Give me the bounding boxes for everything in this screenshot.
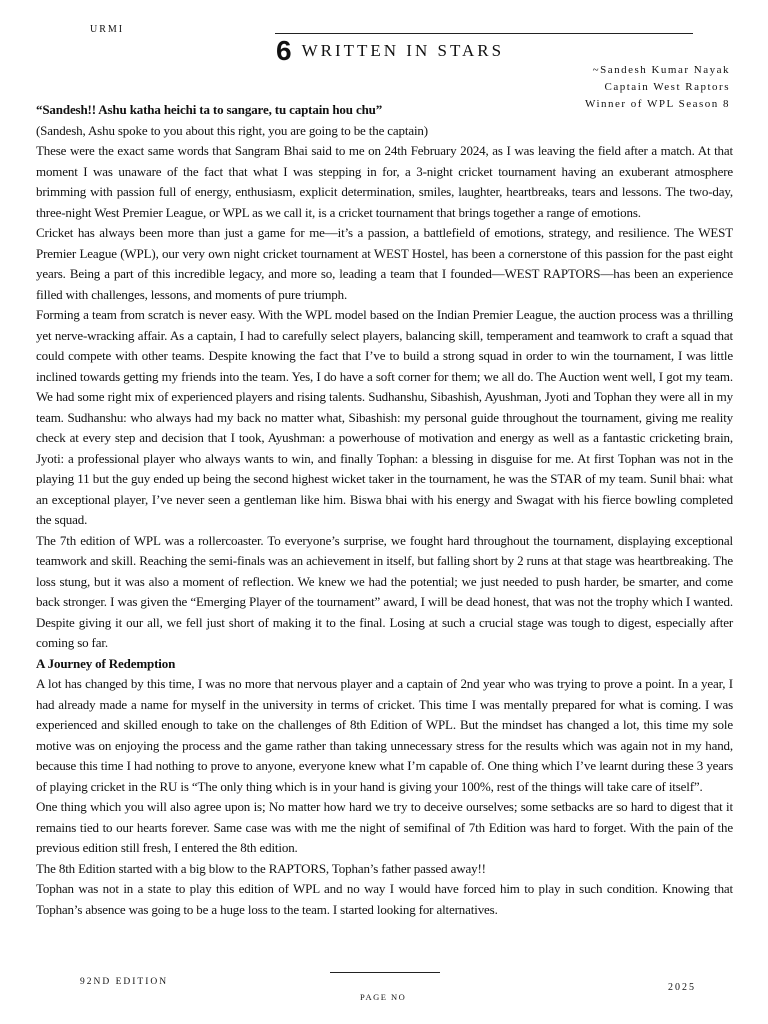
header-rule [275, 33, 693, 34]
quote-translation: (Sandesh, Ashu spoke to you about this right, you are going to be the captain) [36, 122, 428, 138]
article-body [36, 100, 733, 920]
section-subheading: A Journey of Redemption [36, 655, 176, 671]
publication-name: URMI [90, 24, 125, 35]
chapter-heading [276, 36, 504, 66]
year-label: 2025 [668, 982, 696, 993]
paragraph: Forming a team from scratch is never easy. With the WPL model based on the Indian Premier League, the auction process was a thrilling yet nerve-wracking affair. As a captain, I had to carefully select players, balancing skill, temperament and teamwork to craft a squad that could compete with other teams. Despite knowing the fact that I’ve to build a strong squad in order to win the tournament, I was little inclined towards getting my friends into the team. Yes, I do have a soft corner for them; we all do. The Auction went well, I got my team. We had some right mix of experienced players and rising talents. Sudhanshu, Sibashish, Ayushman, Jyoti and Tophan they were all in my team. Sudhanshu: who always had my back no matter what, Sibashish: my personal guide throughout the tournament, giving me reality check at every step and decision that I took, Ayushman: a powerhouse of motivation and energy as well as a fantastic cricketing brain, Jyoti: a professional player who always wants to win, and finally Tophan: a blessing in disguise for me. At first Tophan was not in the playing 11 but the guy ended up being the second highest wicket taker in the tournament, he was the STAR of my team. Sunil bhai: what an exceptional player, I’ve never seen a gentleman like him. Biswa bhai with his energy and Swagat with his fierce bowling completed the squad. [36, 307, 733, 527]
paragraph: One thing which you will also agree upon is; No matter how hard we try to deceive ourselves; some setbacks are so hard to digest that it remains tied to our hearts forever. Same case was with me the night of semifinal of 7th Edition was hard to forget. With the pain of the previous edition still fresh, I entered the 8th edition. [36, 799, 733, 855]
footer-rule [330, 972, 440, 973]
paragraph: A lot has changed by this time, I was no more that nervous player and a captain of 2nd year who was trying to prove a point. In a year, I had already made a name for myself in the university in terms of cricket. This time I was mentally prepared for what is coming. I was experienced and skilled enough to take on the challenges of 8th Edition of WPL. But the mindset has changed a lot, this time my sole motive was on enjoying the process and the game rather than taking unnecessary stress for the results which was again not in my hand, because this time I had nothing to prove to anyone, everyone knew what I’m capable of. One thing which I’ve learnt during these 3 years of playing cricket in the RU is “The only thing which is in your hand is giving your 100%, rest of the things will take care of itself”. [36, 676, 733, 794]
paragraph: Cricket has always been more than just a game for me—it’s a passion, a battlefield of emotions, strategy, and resilience. The WEST Premier League (WPL), our very own night cricket tournament at WEST Hostel, has been a cornerstone of this passion for the past eight years. Being a part of this incredible legacy, and more so, leading a team that I founded—WEST RAPTORS—has been an experience filled with challenges, lessons, and moments of pure triumph. [36, 225, 733, 302]
paragraph: Tophan was not in a state to play this edition of WPL and no way I would have forced him to play in such condition. Knowing that Tophan’s absence was going to be a huge loss to the team. I started looking for alternatives. [36, 881, 733, 917]
chapter-number: 6 [276, 35, 292, 66]
author-role: Captain West Raptors [604, 81, 730, 93]
paragraph: The 7th edition of WPL was a rollercoaster. To everyone’s surprise, we fought hard throughout the tournament, displaying exceptional teamwork and skill. Reaching the semi-finals was an achievement in itself, but falling short by 2 runs at that stage was heartbreaking. The loss stung, but it was also a moment of reflection. We knew we had the potential; we just needed to push harder, be smarter, and come back stronger. I was given the “Emerging Player of the tournament” award, I will be dead honest, that was not the trophy which I wanted. Despite giving it our all, we fell just short of making it to the final. Losing at such a crucial stage was tough to digest, especially after coming so far. [36, 532, 733, 650]
author-name: ~Sandesh Kumar Nayak [592, 64, 730, 76]
paragraph: These were the exact same words that Sangram Bhai said to me on 24th February 2024, as I was leaving the field after a match. At that moment I was unaware of the fact that what I was stepping in for, a 3-night cricket tournament having an exuberant atmosphere brimming with passion full of energy, enthusiasm, explicit determination, smiles, laughter, heartbreaks, tears and lessons. The two-day, three-night West Premier League, or WPL as we call it, is a cricket tournament that brings together a range of emotions. [36, 143, 733, 220]
paragraph: The 8th Edition started with a big blow to the RAPTORS, Tophan’s father passed away!! [36, 860, 486, 876]
edition-label: 92ND EDITION [80, 977, 169, 987]
page-number-label: PAGE NO [360, 992, 407, 1002]
chapter-title: WRITTEN IN STARS [301, 41, 505, 60]
author-achievement: Winner of WPL Season 8 [585, 98, 730, 110]
opening-quote: “Sandesh!! Ashu katha heichi ta to sangare, tu captain hou chu” [36, 102, 383, 117]
